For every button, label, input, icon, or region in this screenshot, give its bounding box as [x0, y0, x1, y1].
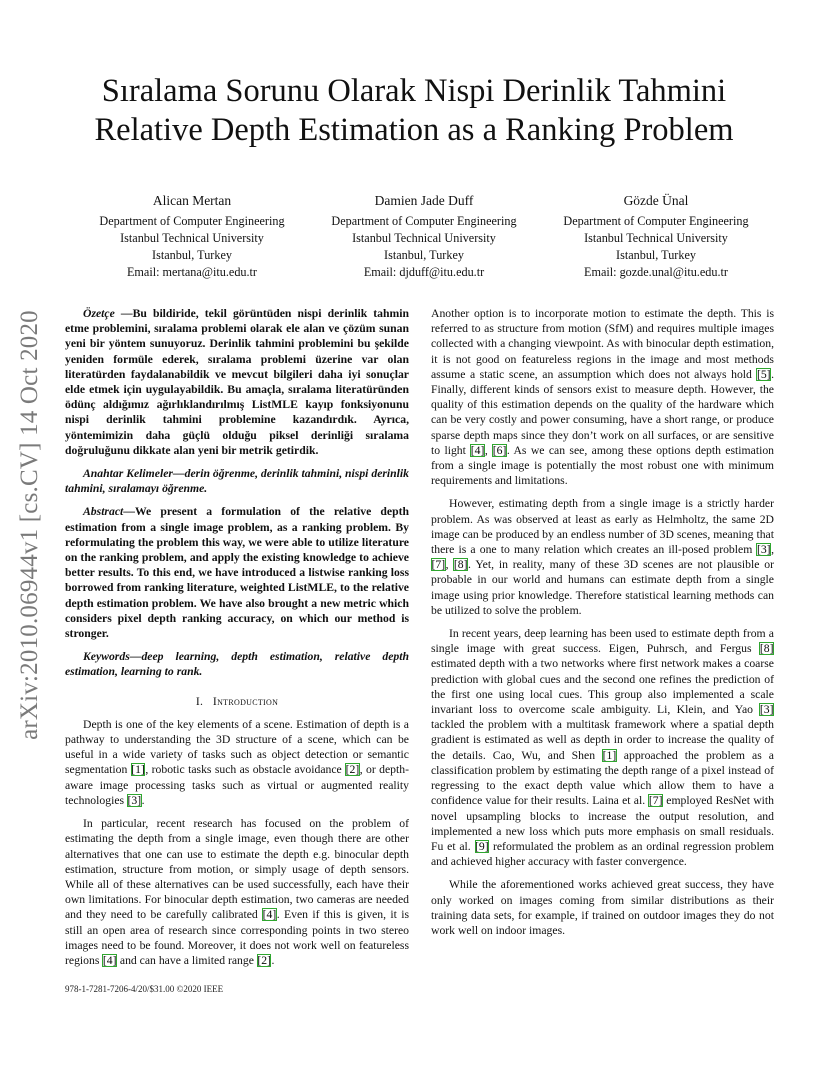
text-run: reformulated the problem as an ordinal regression problem and achieved higher accuracy with faster convergence. [431, 839, 774, 869]
author-univ: Istanbul Technical University [584, 231, 728, 245]
citation-link[interactable]: [3] [127, 793, 142, 807]
text-run: tackled the problem with a multitask framework where a spatial depth gradient is estimated as well as depth in order to increase the quality of the details. Cao, Wu, and Shen [431, 718, 774, 762]
text-run: While the aforementioned works achieved great success, they have only worked on images coming from similar distributions as their training data sets, for example, if trained on outdoor images they do not work well on indoor images. [431, 878, 774, 937]
text-run: estimated depth with a two networks where first network makes a coarse prediction with global cues and the second one refines the prediction of the first one using local cues. This group also implemented a scale invariant loss to overcome scale ambiguity. Li, Klein, and Yao [431, 657, 774, 717]
text-run: , [484, 443, 493, 457]
text-run: , or depth-aware image processing tasks such as virtual or augmented reality technologies [65, 763, 409, 807]
keywords-text: —deep learning, depth estimation, relative depth estimation, learning to rank. [65, 650, 409, 679]
author-1 [80, 192, 304, 281]
citation-link[interactable]: [6] [492, 443, 507, 457]
ozetce-text: —Bu bildiride, tekil görüntüden nispi derinlik tahmin etme problemini, sıralama problemi olarak ele alan ve çözüm sunan yeni bir yöntem sunuyoruz. Derinlik tahmini problemini bu şekilde yeniden formüle ederek, sıralama problemi üzerine var olan literatürden faydalanabildik ve mevcut bilgileri daha iyi sonuçlar elde etmek için uygulayabildik. Bu amaçla, sıralama literatüründen ödünç aldığımız ağırlıklandırılmış ListMLE kayıp fonksiyonunu nispi derinlik tahmini problemine kazandırdık. Ayrıca, yöntemimizin daha güçlü olduğu piksel derinliği sıralama doğruluğunu dikkate alan yeni bir metrik getirdik. [65, 307, 409, 457]
citation-link[interactable]: [3] [756, 543, 771, 557]
text-run: . Even if this is given, it is still an open area of research since corresponding points in two stereo images need to be found. Moreover, it does not work well on featureless regions [65, 908, 410, 967]
text-run: , [771, 543, 774, 557]
author-univ: Istanbul Technical University [352, 231, 496, 245]
citation-link[interactable]: [7] [431, 558, 446, 572]
text-run: However, estimating depth from a single image is a strictly harder problem. As was observed at least as early as Helmholtz, the same 2D image can be produced by an endless number of 3D scenes, meaning that there is a one to many relation which creates an ill-posed problem [431, 497, 774, 557]
left-column [65, 306, 409, 976]
author-city: Istanbul, Turkey [616, 248, 696, 262]
intro-paragraph-1 [65, 717, 409, 808]
section-title: Introduction [212, 694, 279, 708]
ozetce-label: Özetçe [83, 307, 115, 320]
author-3 [544, 192, 768, 281]
citation-link[interactable]: [5] [756, 367, 771, 381]
author-city: Istanbul, Turkey [152, 248, 232, 262]
text-run: and can have a limited range [116, 953, 257, 967]
ozetce-paragraph [65, 306, 409, 458]
text-run: approached the problem as a classification problem by estimating the depth range of a pixel instead of regressing to the exact depth value which allow them to have a confidence value for their results. Laina et al. [431, 748, 774, 808]
text-run: Another option is to incorporate motion to estimate the depth. This is referred to as structure from motion (SfM) and requires multiple images collected with a changing viewpoint. As with binocular depth estimation, it is not good on featureless regions in the image and most methods assume a static scene, an assumption which does not always hold [431, 307, 774, 381]
body-paragraph-4 [431, 877, 774, 938]
abstract-paragraph [65, 504, 409, 641]
text-run: In recent years, deep learning has been used to estimate depth from a single image with great success. Eigen, Puhrsch, and Fergus [431, 627, 774, 656]
text-run: , [445, 558, 454, 572]
citation-link[interactable]: [4] [262, 908, 277, 922]
copyright-footer: 978-1-7281-7206-4/20/$31.00 ©2020 IEEE [65, 984, 224, 994]
author-dept: Department of Computer Engineering [331, 214, 517, 228]
body-paragraph-3 [431, 626, 774, 869]
author-name: Damien Jade Duff [374, 193, 474, 208]
text-run: . As we can see, among these options depth estimation from a single image is potentially the most robust one with minimum requirements and limitations. [431, 443, 775, 488]
citation-link[interactable]: [1] [602, 748, 617, 762]
text-run: . Yet, in reality, many of these 3D scenes are not plausible or probable in our world and humans can estimate depth from a single image using prior knowledge. Therefore statistical learning methods can be utilized to solve the problem. [431, 558, 774, 617]
author-2 [312, 192, 536, 281]
author-email: Email: gozde.unal@itu.edu.tr [584, 265, 728, 279]
text-run: . [141, 793, 145, 807]
section-number: I. [195, 694, 204, 708]
citation-link[interactable]: [3] [759, 703, 774, 717]
arxiv-stamp [10, 290, 50, 760]
author-dept: Department of Computer Engineering [563, 214, 749, 228]
text-run: , robotic tasks such as obstacle avoidance [145, 763, 346, 777]
body-paragraph-2 [431, 496, 774, 618]
author-block [80, 192, 768, 281]
author-dept: Department of Computer Engineering [99, 214, 285, 228]
author-email: Email: djduff@itu.edu.tr [363, 265, 485, 279]
anahtar-label: Anahtar Kelimeler [83, 467, 173, 481]
author-name: Alican Mertan [152, 193, 232, 208]
citation-link[interactable]: [4] [102, 953, 117, 967]
citation-link[interactable]: [7] [648, 794, 663, 808]
citation-link[interactable]: [1] [131, 763, 145, 777]
text-run: employed ResNet with novel upsampling blocks to increase the output resolution, and implemented a new loss which puts more emphasis on small residuals. Fu et al. [431, 794, 775, 853]
anahtar-text: —derin öğrenme, derinlik tahmini, nispi derinlik tahmini, sıralamayı öğrenme. [65, 467, 410, 496]
citation-link[interactable]: [4] [470, 443, 485, 457]
keywords-paragraph [65, 649, 409, 679]
text-run: . [271, 953, 275, 967]
paper-title [60, 72, 768, 150]
arxiv-stamp-text: arXiv:2010.06944v1 [cs.CV] 14 Oct 2020 [16, 310, 43, 740]
body-paragraph-1 [431, 306, 774, 488]
text-run: . Finally, different kinds of sensors exist to measure depth. However, the quality of this estimation depends on the quality of the hardware which can be very costly and power consuming, have a short range, or produce sparse depth maps since they don’t work on all surfaces, or are sensitive to light [431, 367, 774, 457]
abstract-text: —We present a formulation of the relative depth estimation from a single image problem, as a ranking problem. By reformulating the problem this way, we were able to utilize literature on the ranking problem, and apply the existing knowledge to achieve better results. To this end, we have introduced a listwise ranking loss borrowed from ranking literature, weighted ListMLE, to the relative depth estimation problem. We have also brought a new metric which considers pixel depth ranking accuracy, on which our method is stronger. [65, 505, 409, 641]
author-email: Email: mertana@itu.edu.tr [126, 265, 257, 279]
citation-link[interactable]: [9] [475, 839, 489, 853]
abstract-label: Abstract [83, 505, 124, 519]
citation-link[interactable]: [2] [345, 763, 360, 777]
citation-link[interactable]: [8] [453, 558, 468, 572]
author-name: Gözde Ünal [623, 193, 689, 208]
right-column [431, 306, 774, 946]
text-run: In particular, recent research has focused on the problem of estimating the depth from a single image, even though there are other alternatives that one can use to estimate the depth e.g. binocular depth estimation, structure from motion, or simply usage of depth sensors. While all of these alternatives can be used successfully, each have their own limitations. For binocular depth estimation, two cameras are needed and they need to be carefully calibrated [65, 817, 409, 922]
author-univ: Istanbul Technical University [120, 231, 264, 245]
anahtar-paragraph [65, 466, 409, 496]
citation-link[interactable]: [8] [759, 642, 774, 656]
section-heading [65, 694, 409, 709]
text-run: Depth is one of the key elements of a scene. Estimation of depth is a pathway to understanding the 3D structure of a scene, which can be useful in a wide variety of tasks such as object detection or semantic segmentation [65, 717, 409, 777]
title-turkish: Sıralama Sorunu Olarak Nispi Derinlik Tahmini [101, 73, 727, 109]
citation-link[interactable]: [2] [257, 953, 271, 967]
title-english: Relative Depth Estimation as a Ranking Problem [94, 112, 734, 148]
intro-paragraph-2 [65, 816, 409, 968]
author-city: Istanbul, Turkey [384, 248, 464, 262]
keywords-label: Keywords [83, 650, 130, 664]
